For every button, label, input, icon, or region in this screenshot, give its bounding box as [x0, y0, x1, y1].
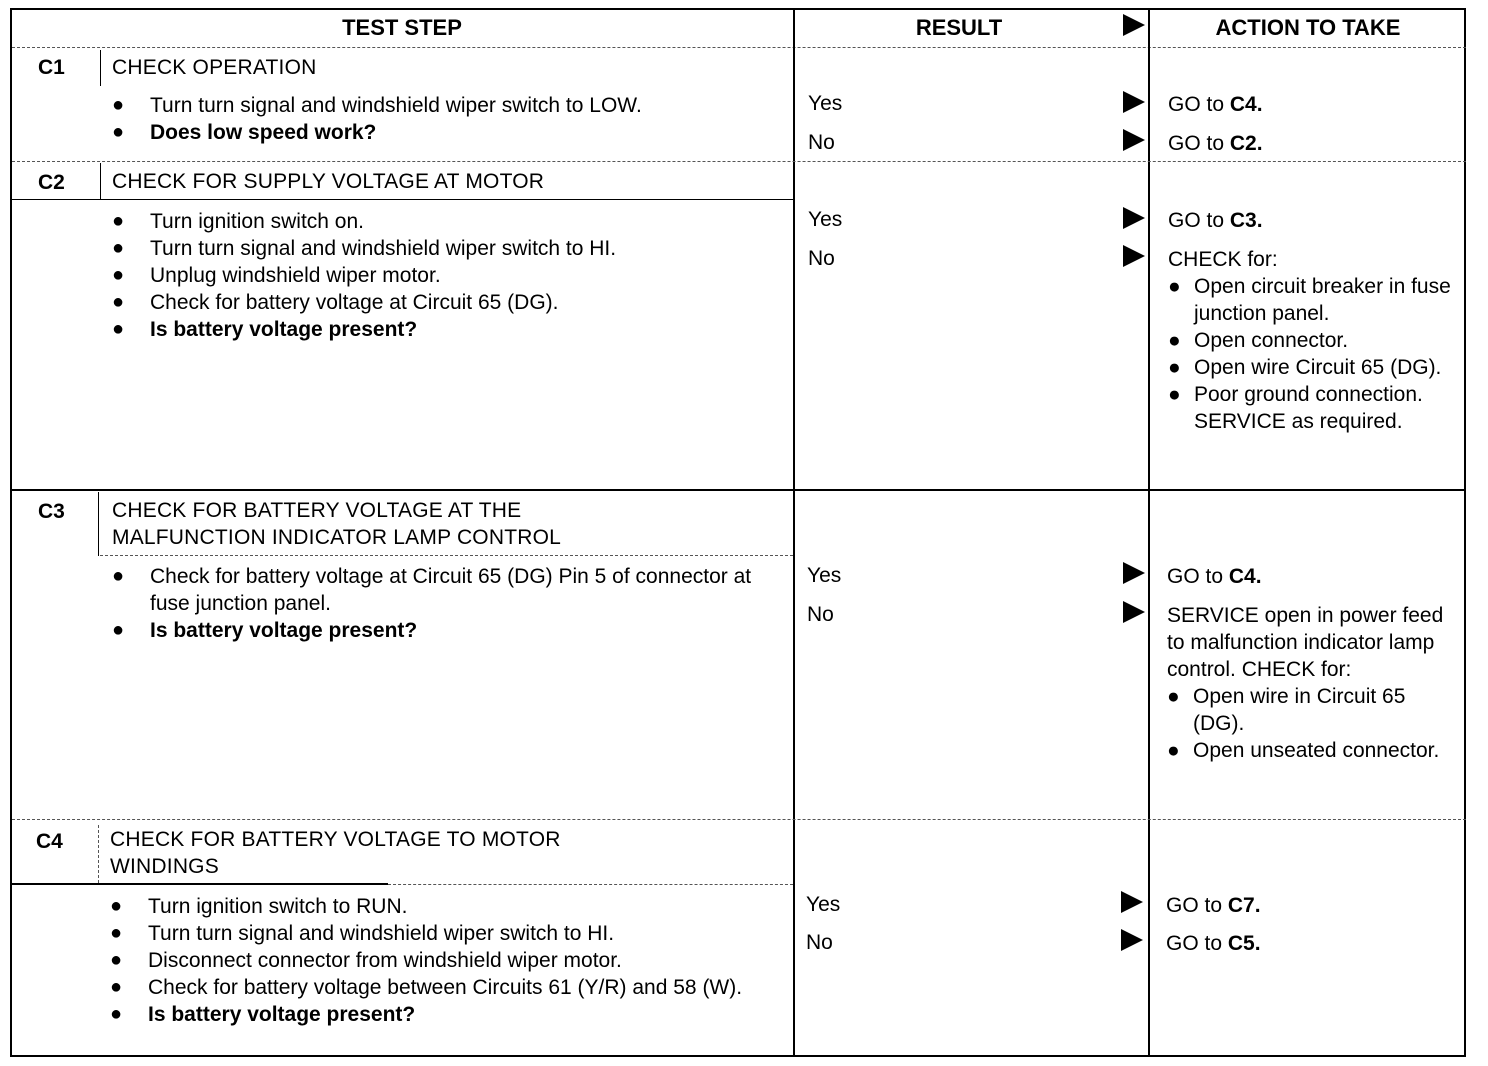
action-yes-c1: GO to C4.: [1168, 93, 1263, 116]
result-yes-c3: Yes: [807, 564, 842, 587]
step-c3-bullets: [110, 563, 770, 644]
bullet-icon: ●: [1167, 685, 1180, 708]
arrow-icon: [1123, 207, 1145, 229]
bullet-icon: ●: [1168, 275, 1181, 298]
step-id-c1: C1: [38, 56, 65, 79]
result-yes-c1: Yes: [808, 92, 843, 115]
bullet-icon: ●: [1168, 356, 1181, 379]
arrow-icon: [1123, 129, 1145, 151]
result-no-c4: No: [806, 931, 833, 954]
step-c4-title-divider-dashed: [388, 884, 793, 885]
list-item: ● Open unseated connector.: [1167, 739, 1440, 762]
action-no-c4: GO to C5.: [1166, 932, 1261, 955]
list-item: ● Unplug windshield wiper motor.: [112, 264, 441, 287]
step-c3-title-divider: [100, 555, 793, 556]
step-id-c4: C4: [36, 830, 63, 853]
arrow-icon: [1123, 245, 1145, 267]
bullet-icon: ●: [112, 94, 125, 116]
header-action: ACTION TO TAKE: [1215, 15, 1401, 40]
arrow-icon: [1121, 929, 1143, 951]
row-divider-c2: [12, 489, 1466, 491]
step-c4-id-divider: [98, 825, 99, 883]
list-item: ● Turn turn signal and windshield wiper switch to HI.: [110, 922, 615, 945]
bullet-icon: ●: [110, 895, 123, 917]
bullet-icon: ●: [112, 237, 125, 259]
bullet-icon: ●: [1168, 383, 1181, 406]
list-item: ● Turn turn signal and windshield wiper switch to LOW.: [112, 94, 642, 117]
list-item: ● Poor ground connection. SERVICE as required.: [1168, 383, 1423, 433]
step-title-c3: CHECK FOR BATTERY VOLTAGE AT THE MALFUNCTION INDICATOR LAMP CONTROL: [112, 499, 562, 549]
header-result: RESULT: [915, 15, 1003, 40]
row-divider-c3: [12, 819, 1466, 820]
list-item: ● Open wire in Circuit 65 (DG).: [1167, 685, 1406, 735]
list-item: ● Is battery voltage present?: [110, 1003, 416, 1026]
bullet-icon: ●: [110, 976, 123, 998]
list-item: ● Turn ignition switch to RUN.: [110, 895, 408, 918]
bullet-icon: ●: [112, 619, 125, 641]
action-no-c1: GO to C2.: [1168, 132, 1263, 155]
step-id-c2: C2: [38, 171, 65, 194]
action-yes-c3: GO to C4.: [1167, 565, 1262, 588]
action-yes-c4: GO to C7.: [1166, 894, 1261, 917]
step-c2-id-divider: [100, 163, 101, 199]
list-item: ● Check for battery voltage at Circuit 65 (DG).: [112, 291, 559, 314]
list-item: ● Check for battery voltage between Circuits 61 (Y/R) and 58 (W).: [110, 976, 743, 999]
list-item: ● Does low speed work?: [112, 121, 377, 144]
bullet-icon: ●: [112, 264, 125, 286]
column-divider-result: [793, 10, 795, 1055]
header-divider: [12, 47, 1466, 48]
step-c3-id-divider: [98, 492, 99, 556]
bullet-icon: ●: [1167, 739, 1180, 762]
step-title-c4: CHECK FOR BATTERY VOLTAGE TO MOTOR WINDINGS: [110, 828, 561, 878]
bullet-icon: ●: [112, 291, 125, 313]
header-arrow-icon: [1123, 14, 1145, 36]
bullet-icon: ●: [110, 922, 123, 944]
action-no-c2-list: [1168, 273, 1460, 435]
arrow-icon: [1123, 562, 1145, 584]
result-no-c3: No: [807, 603, 834, 626]
bullet-icon: ●: [1168, 329, 1181, 352]
list-item: ● Check for battery voltage at Circuit 65 (DG) Pin 5 of connector at fuse junction panel.: [112, 565, 752, 615]
arrow-icon: [1123, 91, 1145, 113]
action-no-c3-list: [1167, 683, 1459, 764]
bullet-icon: ●: [112, 565, 125, 587]
column-divider-action: [1148, 10, 1150, 1055]
result-yes-c2: Yes: [808, 208, 843, 231]
step-c4-title-divider: [12, 883, 388, 885]
bullet-icon: ●: [112, 210, 125, 232]
step-title-c1: CHECK OPERATION: [112, 56, 317, 79]
row-divider-c1: [12, 161, 1466, 162]
result-no-c1: No: [808, 131, 835, 154]
step-c2-bullets: [110, 208, 790, 343]
step-title-c2: CHECK FOR SUPPLY VOLTAGE AT MOTOR: [112, 170, 545, 193]
arrow-icon: [1121, 891, 1143, 913]
list-item: ● Turn ignition switch on.: [112, 210, 364, 233]
result-yes-c4: Yes: [806, 893, 841, 916]
step-c4-bullets: [108, 893, 778, 1028]
list-item: ● Is battery voltage present?: [112, 619, 418, 642]
step-id-c3: C3: [38, 500, 65, 523]
bullet-icon: ●: [110, 1003, 123, 1025]
action-no-c2: CHECK for: ● Open circuit breaker in fuse junction panel. ● Open connector. ● Open wire Circuit 65 (DG). ● Poor ground connection. SERVICE as required.: [1168, 246, 1460, 435]
step-c1-id-divider: [100, 50, 101, 86]
bullet-icon: ●: [112, 318, 125, 340]
bullet-icon: ●: [110, 949, 123, 971]
action-yes-c2: GO to C3.: [1168, 209, 1263, 232]
list-item: ● Open connector.: [1168, 329, 1349, 352]
list-item: ● Open circuit breaker in fuse junction panel.: [1168, 275, 1451, 325]
list-item: ● Open wire Circuit 65 (DG).: [1168, 356, 1442, 379]
list-item: ● Turn turn signal and windshield wiper switch to HI.: [112, 237, 617, 260]
action-no-c3: SERVICE open in power feed to malfunction indicator lamp control. CHECK for: ● Open wire in Circuit 65 (DG). ● Open unseated connector.: [1167, 602, 1459, 764]
header-test-step: TEST STEP: [342, 15, 462, 40]
result-no-c2: No: [808, 247, 835, 270]
step-c1-bullets: [110, 92, 790, 146]
arrow-icon: [1123, 601, 1145, 623]
list-item: ● Disconnect connector from windshield wiper motor.: [110, 949, 622, 972]
step-c2-title-divider: [12, 199, 793, 200]
bullet-icon: ●: [112, 121, 125, 143]
diagnostic-table: [10, 8, 1466, 1057]
list-item: ● Is battery voltage present?: [112, 318, 418, 341]
